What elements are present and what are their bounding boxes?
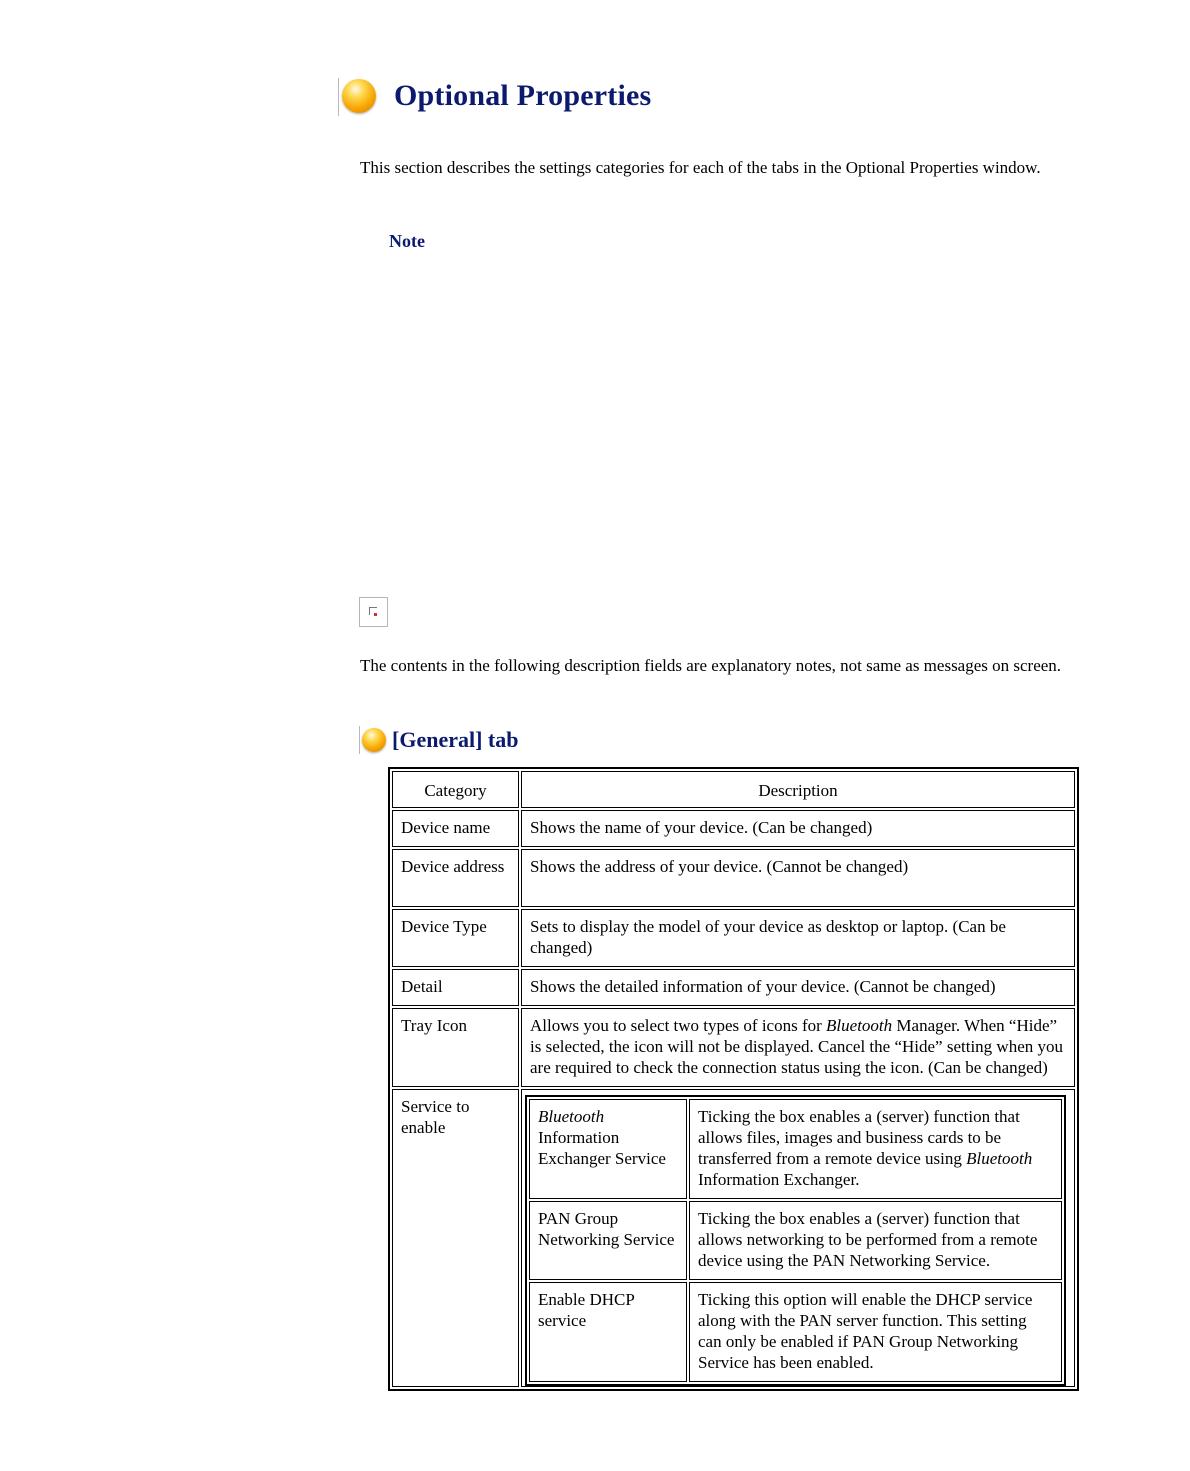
general-tab-table-wrapper [388, 767, 1079, 1401]
service-description-cell: Ticking the box enables a (server) function that allows networking to be performed from a remote device using the PAN Networking Service. [689, 1201, 1062, 1280]
service-row [529, 1201, 1062, 1280]
general-tab-table [388, 767, 1079, 1391]
category-cell: Device address [392, 849, 519, 907]
service-description-emphasis: Bluetooth [966, 1149, 1033, 1168]
note-text: The contents in the following description fields are explanatory notes, not same as messages on screen. [360, 656, 1062, 675]
description-cell: Shows the detailed information of your device. (Cannot be changed) [521, 969, 1075, 1006]
table-row [392, 1008, 1075, 1087]
page-title [338, 76, 651, 116]
description-cell [521, 1008, 1075, 1087]
service-name-cell: Enable DHCP service [529, 1282, 687, 1382]
table-row [392, 849, 1075, 907]
table-row [392, 1089, 1075, 1387]
table-header-row [392, 771, 1075, 808]
description-text: Allows you to select two types of icons for [530, 1016, 827, 1035]
category-cell: Tray Icon [392, 1008, 519, 1087]
category-cell: Device Type [392, 909, 519, 967]
broken-image-icon [359, 597, 388, 627]
table-row [392, 810, 1075, 847]
services-table [525, 1095, 1066, 1386]
service-name-cell [529, 1099, 687, 1199]
service-name-text: Information Exchanger Service [538, 1128, 666, 1168]
section-heading-text: [General] tab [392, 727, 519, 752]
description-text: Manager. When “Hide” is selected, the icon will not be displayed. Cancel the “Hide” setting when you are required to check the connection status using the icon. (Can be changed) [530, 1016, 1063, 1077]
description-emphasis: Bluetooth [826, 1016, 893, 1035]
services-cell [521, 1089, 1075, 1387]
service-name-cell: PAN Group Networking Service [529, 1201, 687, 1280]
service-description-text: Ticking the box enables a (server) function that allows files, images and business cards to be transferred from a remote device using [698, 1107, 1020, 1168]
table-row [392, 909, 1075, 967]
column-header: Description [521, 771, 1075, 808]
category-cell: Device name [392, 810, 519, 847]
service-description-text: Information Exchanger. [698, 1170, 860, 1189]
service-description-cell [689, 1099, 1062, 1199]
service-name-emphasis: Bluetooth [538, 1107, 605, 1126]
table-row [392, 969, 1075, 1006]
note-label: Note [389, 231, 425, 251]
orb-bullet-icon [342, 79, 376, 113]
description-cell: Sets to display the model of your device as desktop or laptop. (Can be changed) [521, 909, 1075, 967]
service-row [529, 1099, 1062, 1199]
orb-bullet-icon [362, 728, 386, 752]
category-cell: Service to enable [392, 1089, 519, 1387]
service-description-cell: Ticking this option will enable the DHCP service along with the PAN server function. This setting can only be enabled if PAN Group Networking Service has been enabled. [689, 1282, 1062, 1382]
column-header: Category [392, 771, 519, 808]
description-cell: Shows the name of your device. (Can be changed) [521, 810, 1075, 847]
category-cell: Detail [392, 969, 519, 1006]
service-row [529, 1282, 1062, 1382]
section-heading [359, 724, 518, 756]
description-cell: Shows the address of your device. (Cannot be changed) [521, 849, 1075, 907]
page-title-text: Optional Properties [394, 79, 652, 112]
intro-paragraph: This section describes the settings categories for each of the tabs in the Optional Properties window. [360, 158, 1041, 177]
